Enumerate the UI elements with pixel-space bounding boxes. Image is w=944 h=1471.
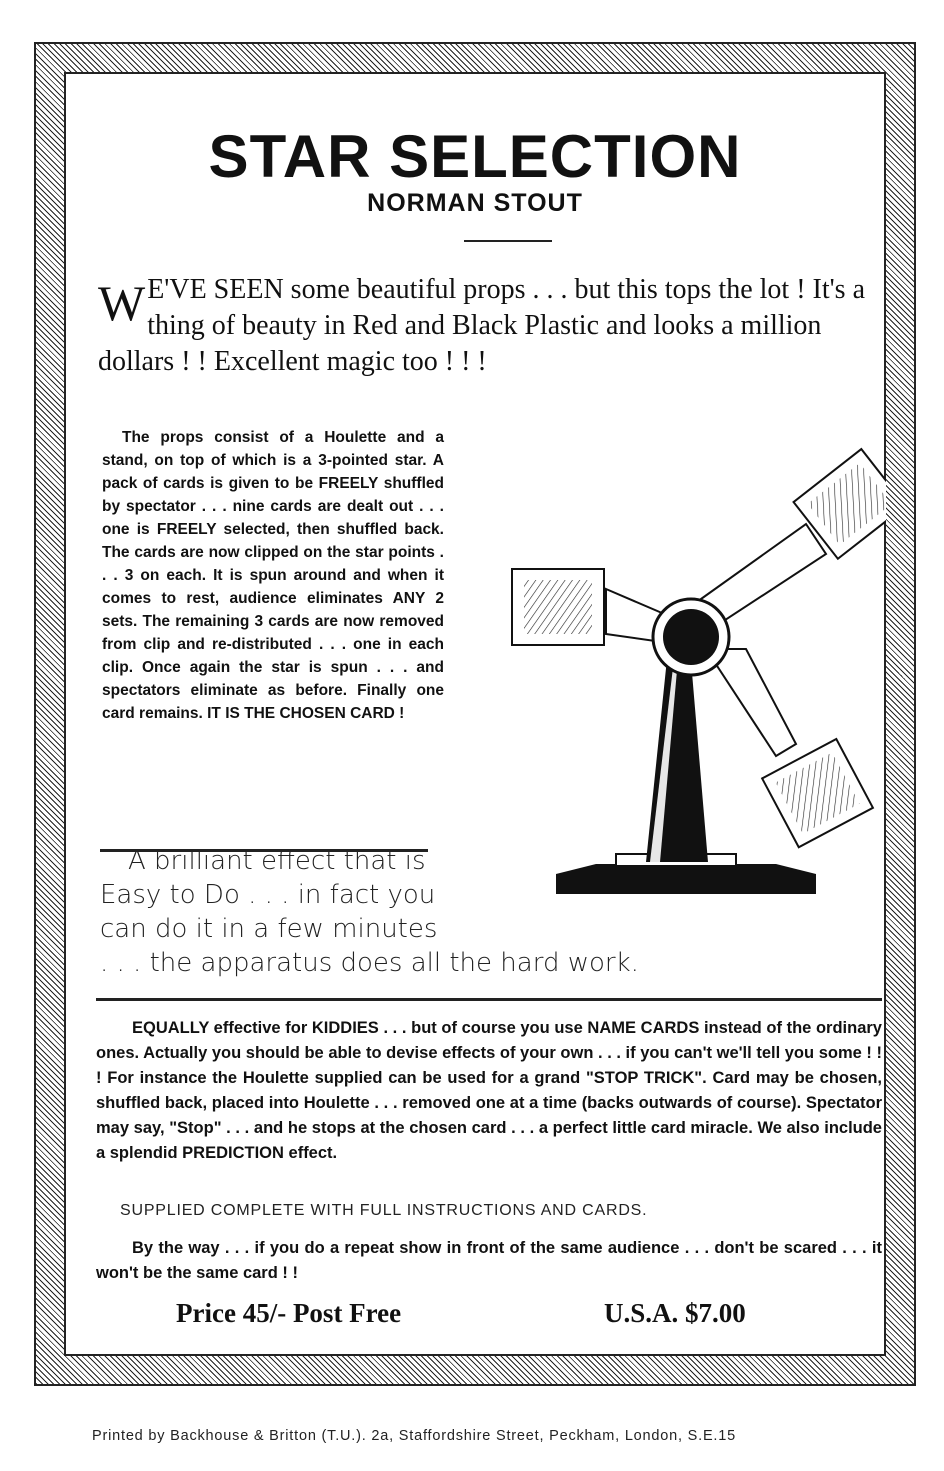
title-divider xyxy=(464,240,552,242)
description-paragraph: The props consist of a Houlette and a stand, on top of which is a 3-pointed star. A pack of cards is given to be FREELY shuffled by spectator . . . nine cards are dealt out . . . one is FREELY selected, then shuffled back. The cards are now clipped on the star points . . . 3 on each. It is spun around and when it comes to rest, audience eliminates ANY 2 sets. The remaining 3 cards are now removed from clip and re-distributed . . . one in each clip. Once again the star is spun . . . and spectators eliminate as before. Finally one card remains. IT IS THE CHOSEN CARD ! xyxy=(102,429,444,722)
star-apparatus-illustration xyxy=(446,394,886,934)
author-name: NORMAN STOUT xyxy=(367,189,583,217)
advert-panel xyxy=(64,72,886,1356)
hatched-border-frame xyxy=(34,42,916,1386)
brilliant-line: . . . the apparatus does all the hard work. xyxy=(100,948,639,978)
drop-cap: W xyxy=(98,275,146,331)
printer-footer: Printed by Backhouse & Britton (T.U.). 2a, Staffordshire Street, Peckham, London, S.E.15 xyxy=(92,1428,736,1444)
intro-paragraph xyxy=(98,272,868,380)
section-divider xyxy=(96,998,882,1001)
brilliant-line: A brilliant effect that is xyxy=(128,846,426,876)
price-uk: Price 45/- Post Free xyxy=(176,1298,402,1328)
page-title: STAR SELECTION xyxy=(208,123,742,190)
price-usa: U.S.A. $7.00 xyxy=(604,1298,746,1328)
brilliant-line: can do it in a few minutes xyxy=(100,914,438,944)
equally-paragraph: EQUALLY effective for KIDDIES . . . but of course you use NAME CARDS instead of the ordinary ones. Actually you should be able to devise effects of your own . . . if you can't we'll tell you some ! ! ! For instance the Houlette supplied can be used for a grand "STOP TRICK". Card may be chosen, shuffled back, placed into Houlette . . . removed one at a time (backs outwards of course). Spectator may say, "Stop" . . . and he stops at the chosen card . . . a perfect little card miracle. We also include a splendid PREDICTION effect. xyxy=(96,1019,882,1162)
supplied-line: SUPPLIED COMPLETE WITH FULL INSTRUCTIONS AND CARDS. xyxy=(120,1202,648,1219)
by-the-way-paragraph: By the way . . . if you do a repeat show in front of the same audience . . . don't be scared . . . it won't be the same card ! ! xyxy=(96,1239,882,1282)
intro-text: E'VE SEEN some beautiful props . . . but this tops the lot ! It's a thing of beauty in Red and Black Plastic and looks a million dollars ! ! Excellent magic too ! ! ! xyxy=(98,274,865,377)
brilliant-line: Easy to Do . . . in fact you xyxy=(100,880,436,910)
